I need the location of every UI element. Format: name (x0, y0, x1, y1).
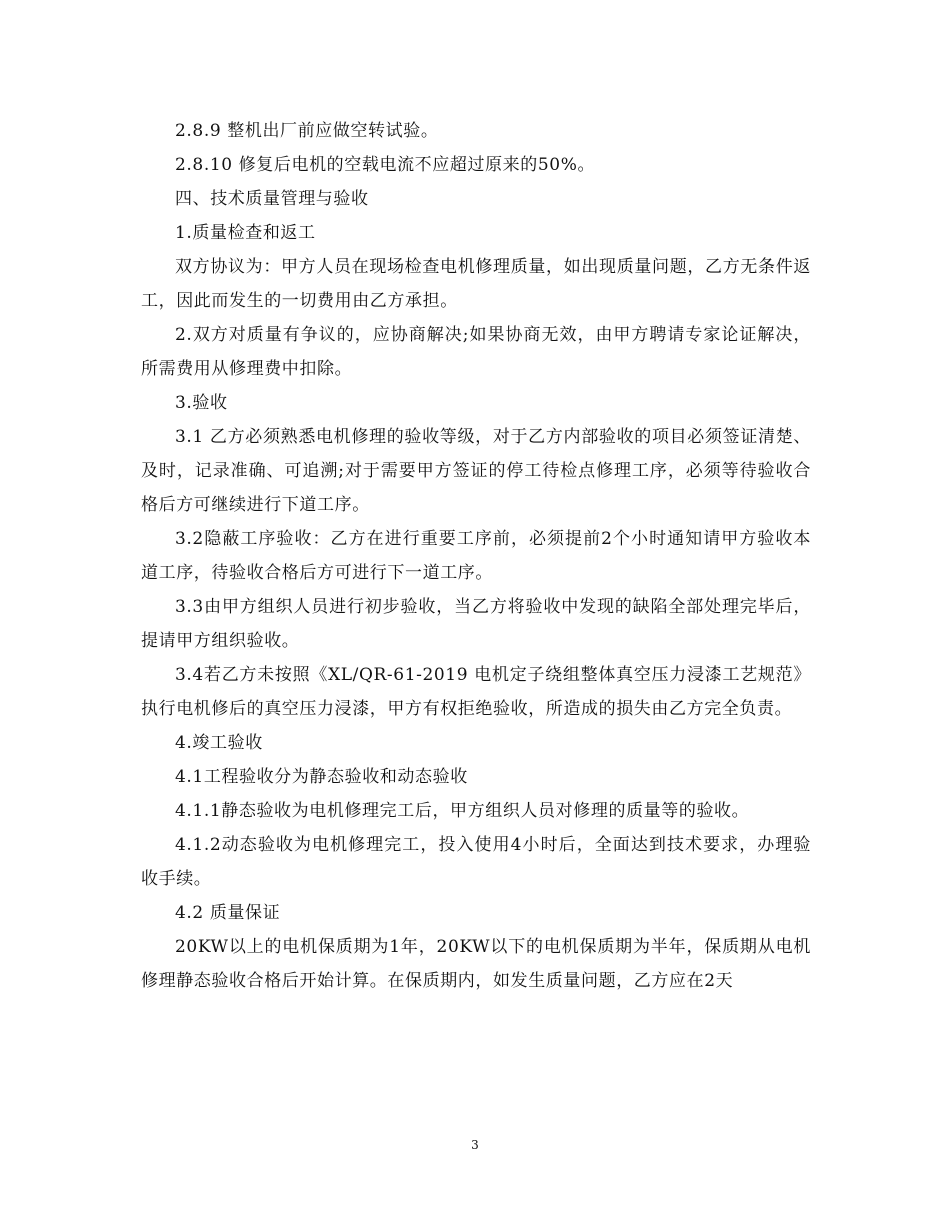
paragraph-4-1-2: 4.1.2动态验收为电机修理完工，投入使用4小时后，全面达到技术要求，办理验收手续。 (141, 835, 811, 889)
paragraph-2-8-10: 2.8.10 修复后电机的空载电流不应超过原来的50%。 (175, 155, 596, 175)
subheading-completion-acceptance: 4.竣工验收 (175, 733, 263, 753)
subheading-acceptance: 3.验收 (175, 393, 228, 413)
paragraph-3-1: 3.1 乙方必须熟悉电机修理的验收等级，对于乙方内部验收的项目必须签证清楚、及时，记录准确、可追溯;对于需要甲方签证的停工待检点修理工序，必须等待验收合格后方可继续进行下道工序。 (141, 427, 811, 515)
paragraph-4-1-1: 4.1.1静态验收为电机修理完工后，甲方组织人员对修理的质量等的验收。 (175, 801, 750, 821)
paragraph-warranty: 20KW以上的电机保质期为1年，20KW以下的电机保质期为半年，保质期从电机修理静态验收合格后开始计算。在保质期内，如发生质量问题，乙方应在2天 (141, 937, 811, 991)
paragraph-3-3: 3.3由甲方组织人员进行初步验收，当乙方将验收中发现的缺陷全部处理完毕后，提请甲方组织验收。 (141, 597, 811, 651)
paragraph-2-8-9: 2.8.9 整机出厂前应做空转试验。 (175, 121, 439, 141)
subheading-quality-check: 1.质量检查和返工 (175, 223, 316, 243)
paragraph-4-1: 4.1工程验收分为静态验收和动态验收 (175, 767, 468, 787)
paragraph-agreement: 双方协议为：甲方人员在现场检查电机修理质量，如出现质量问题，乙方无条件返工，因此而发生的一切费用由乙方承担。 (141, 257, 811, 311)
paragraph-dispute: 2.双方对质量有争议的，应协商解决;如果协商无效，由甲方聘请专家论证解决，所需费用从修理费中扣除。 (141, 325, 811, 379)
subheading-quality-guarantee: 4.2 质量保证 (175, 903, 281, 923)
document-body (141, 114, 811, 998)
paragraph-3-4: 3.4若乙方未按照《XL/QR-61-2019 电机定子绕组整体真空压力浸漆工艺规范》执行电机修后的真空压力浸漆，甲方有权拒绝验收，所造成的损失由乙方完全负责。 (141, 665, 811, 719)
section-heading-quality-management: 四、技术质量管理与验收 (175, 189, 369, 209)
paragraph-3-2: 3.2隐蔽工序验收：乙方在进行重要工序前，必须提前2个小时通知请甲方验收本道工序，待验收合格后方可进行下一道工序。 (141, 529, 811, 583)
page-number: 3 (471, 1138, 479, 1152)
